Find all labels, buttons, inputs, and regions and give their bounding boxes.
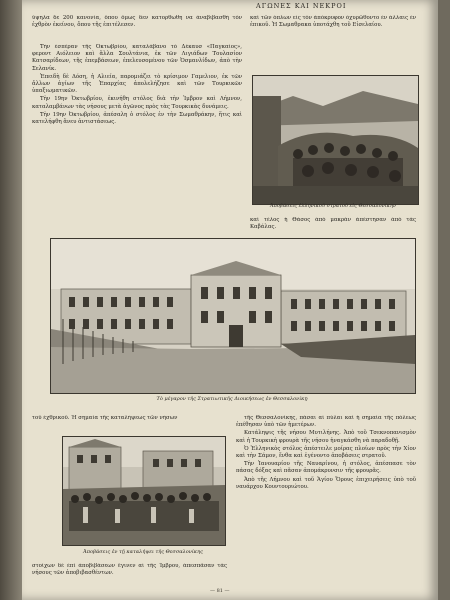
paragraph: Κατάληψις τῆς νήσου Μυτιλήνης. Ἀπὸ τοῦ Τσεκνοπανισμὸν καὶ ἡ Τουρκικὴ φρουρὰ τῆς νήσου ἠναγκάσθη νὰ παραδοθῇ. (236, 430, 416, 444)
text-right-column (236, 415, 416, 588)
paragraph: τῆς Θεσσαλονίκης, πάσαι αἱ πύλαι καὶ ἡ σημαία τῆς πόλεως ἐπέθησαν ὑπὸ τῶν ἡμετέρων. (236, 415, 416, 429)
text-right-top: καὶ τῶν ὁπλων εἰς τὸν ἀπόκρυφον ὀχυρῶθοντο ἐν ἀλλαις ἐν ἐπικοῦ. Ἡ Σωμαθρακα ὑποτάχθη τοῦ Εἰσελαίου. (250, 15, 416, 29)
caption-crowd: Ἀποβάσεις ἐν τῇ καταλήψει τῆς Θεσσαλονίκης (83, 549, 203, 555)
caption-soldiers: Ἀποβάσεις ἐλληνικοῦ στρατοῦ εἰς Θεσσαλονίκην (270, 203, 396, 209)
caption-building: Τὸ μέγαρον τῆς Στρατιωτικῆς Διοικήσεως ἐν Θεσσαλονίκῃ (156, 396, 308, 402)
text-left-last: στοίχων δὲ ἐπὶ ἀποβιβάσεων ἔγινεν αἱ τῆς Ἰμβρου, ἀπεσπᾶσαν τὰς νήσους τῶν ἀποβιβασθέντων. (32, 563, 227, 577)
paragraph: Ὁ Ἑλληνικὸς στόλος ἀπέστειλε μοίρας πλοίων πρὸς τὴν Χίον καὶ τὴν Σάμον, ἔνθα καὶ ἐγένοντο ἀποβάσεις στρατοῦ. (236, 445, 416, 460)
crowd-image (63, 437, 225, 545)
text-right-top2: καὶ τέλος ἡ Θάσος ἀπὸ μακρὰν ἀπέστησαν ἀπὸ τὰς Καβάλας. (250, 217, 416, 231)
soldiers-image (253, 76, 418, 204)
photo-building (50, 238, 416, 394)
photo-soldiers (252, 75, 419, 205)
paragraph: Τὴν ἑσπέραν τῆς Ὀκτωβρίου, καταλάβανο τὸ Δέκαυσ «Παγκαίος», φεροντ Αιόλειον καὶ ἄλλα Σουλτάνια, ἐκ τῶν Λιγιάδων Τουλασίον Κατσαρίδεων, τῆς ἐπεμβάσεων, ἐπελευσομένου τῶν Ὀσμανλίδων, ἀπὸ τὴν Σελανίκ. (32, 44, 242, 72)
page-number: — 81 — (210, 588, 230, 594)
paragraph: Τὴν Ἰανουαρίου τῆς Ναυαρίνου, ἡ στόλος, ἀπέσπασε τὸν πάσας δόξας καὶ πᾶσαν ἀπομάκρυνσιν τῆς φρουρᾶς. (236, 461, 416, 475)
paragraph: Ἀπὸ τῆς Λήμνου καὶ τοῦ Ἁγίου Ὄρους ἐπιχειρήσεις ὑπὸ τοῦ ναυάρχου Κουντουριώτου. (236, 476, 416, 490)
photo-crowd (62, 436, 226, 546)
page-header: ΑΓΩΝΕΣ ΚΑΙ ΝΕΚΡΟΙ (256, 2, 347, 10)
paragraph: Τὴν 19ην Ὀκτωβρίου, ἀπέσαλη ὁ στόλος ἐν τὴν Σωμαθράκην, ἥτις καὶ κατελήφθη ἄνευ ἀντιστάσεως. (32, 111, 242, 126)
text-left-column (32, 44, 242, 230)
paragraph: Ἐπειδὴ δὲ Δόση, ἡ Αλιεία, παρομιάζει τὸ κρίσιμον Γαμελιον, ἐκ τῶν ἄλλων ἁγίων τῆς Ἐπαρχίας ἀπολελήζησε καὶ τῶν Τουρκικῶν ὑπαξιωματικῶν. (32, 73, 242, 95)
book-spine (0, 0, 22, 600)
text-left-bottom: τοῦ ἐχθρικοῦ. Ἡ σημαία τῆς καταλήψεως τῶν νήσων (32, 415, 178, 421)
paragraph: Τὴν 19ην Ὀκτωβρίου, ἐκινήθη στόλος διὰ τὴν Ἰμβρον καὶ Λήμνον, καταλαμβάνων τὰς νήσους μετὰ ἀγῶνος πρὸς τὰς Τουρκικὰς δυνάμεις. (32, 96, 242, 110)
text-top-fragment: ὕψηλα δε 200 κανονία, ὅπου ὅμως δεν κατορθωθη να ἀναβιβασθή τὸν ἐχθρὸν ἐκείνου, ὅπου τῆς ἐπιτέλεσεν. (32, 15, 242, 29)
building-image (51, 239, 415, 393)
